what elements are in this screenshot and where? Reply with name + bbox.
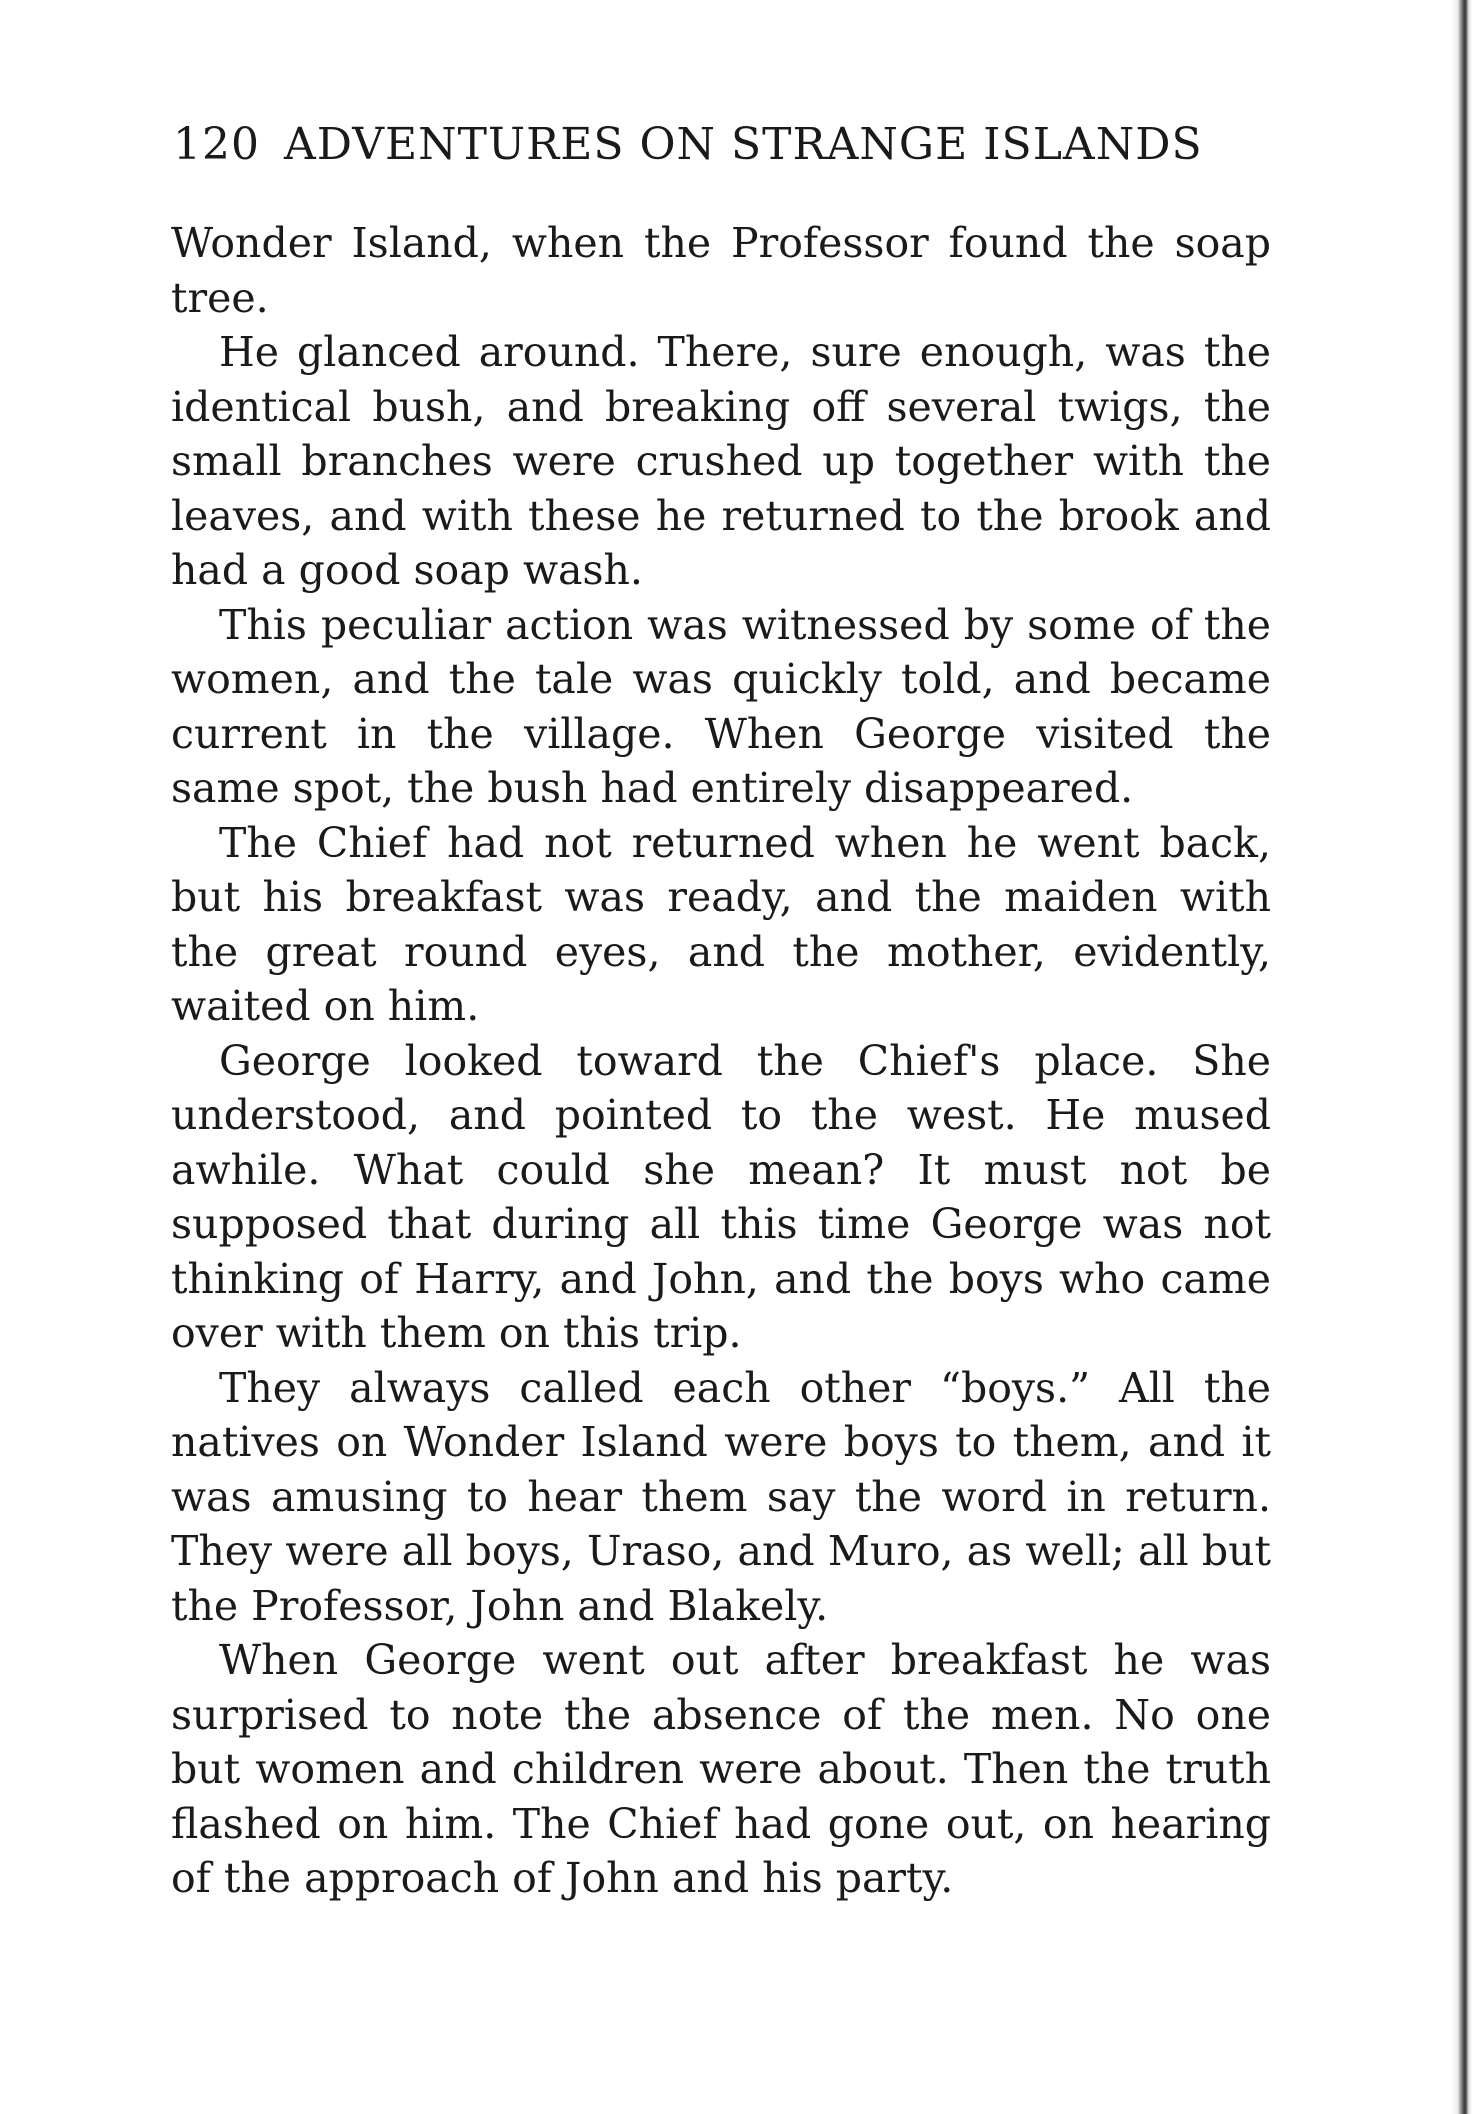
body-text (171, 216, 1271, 1906)
paragraph: This peculiar action was witnessed by some of the women, and the tale was quickly told, and became current in the village. When George visited the same spot, the bush had entirely disappeared. (171, 600, 1271, 812)
paragraph: George looked toward the Chief's place. She understood, and pointed to the west. He mused awhile. What could she mean? It must not be supposed that during all this time George was not thinking of Harry, and John, and the boys who came over with them on this trip. (171, 1036, 1271, 1357)
running-head (173, 118, 1253, 172)
paragraph: He glanced around. There, sure enough, was the identical bush, and breaking off several twigs, the small branches were crushed up together with the leaves, and with these he returned to the brook and had a good soap wash. (171, 328, 1271, 594)
page-number: 120 (173, 119, 260, 170)
paragraph: The Chief had not returned when he went back, but his breakfast was ready, and the maiden with the great round eyes, and the mother, evidently, waited on him. (171, 818, 1271, 1030)
running-title: ADVENTURES ON STRANGE ISLANDS (283, 119, 1203, 170)
paragraph: When George went out after breakfast he was surprised to note the absence of the men. No one but women and children were about. Then the truth flashed on him. The Chief had gone out, on hearing of the approach of John and his party. (171, 1636, 1271, 1902)
paragraph: They always called each other “boys.” All the natives on Wonder Island were boys to them, and it was amusing to hear them say the word in return. They were all boys, Uraso, and Muro, as well; all but the Professor, John and Blakely. (171, 1363, 1271, 1630)
paragraph-continued: Wonder Island, when the Professor found the soap tree. (171, 219, 1271, 322)
page-binding-edge (1450, 0, 1472, 2114)
